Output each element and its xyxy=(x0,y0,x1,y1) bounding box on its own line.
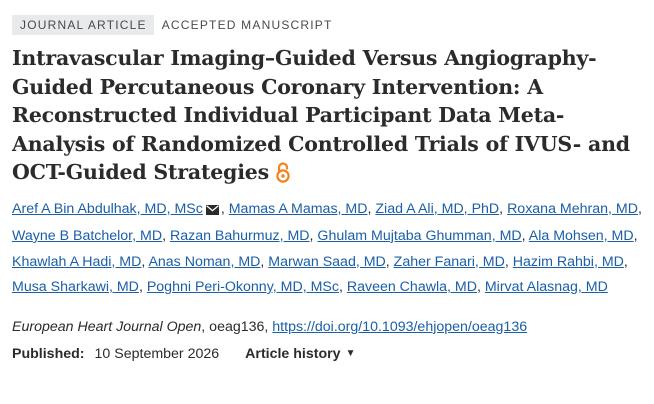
author-separator: , xyxy=(220,200,229,217)
author-link[interactable]: Musa Sharkawi, MD xyxy=(12,279,139,295)
author-link[interactable]: Zaher Fanari, MD xyxy=(393,253,505,270)
author-separator: , xyxy=(138,279,147,295)
published-date: 10 September 2026 xyxy=(94,345,220,362)
author-separator: , xyxy=(521,228,529,244)
author-link[interactable]: Razan Bahurmuz, MD xyxy=(169,228,310,244)
manuscript-status-tag: ACCEPTED MANUSCRIPT xyxy=(161,18,333,32)
author-separator: , xyxy=(385,253,394,270)
article-tags xyxy=(12,14,642,36)
citation xyxy=(12,317,642,337)
author-link[interactable]: Mamas A Mamas, MD xyxy=(228,200,368,217)
article-type-tag: JOURNAL ARTICLE xyxy=(12,15,154,35)
article-title-text: Intravascular Imaging–Guided Versus Angiography-Guided Percutaneous Coronary Intervention: A Reconstructed Individual Participant Data Meta-Analysis of Randomized Controlled Trials of IVUS- and OCT-Guided Strategies xyxy=(12,46,630,184)
article-id: , oeag136, xyxy=(201,318,273,335)
author-separator: , xyxy=(141,253,149,270)
author-link[interactable]: Wayne B Batchelor, MD xyxy=(12,228,163,244)
author-separator: , xyxy=(504,253,513,270)
author-separator: , xyxy=(476,279,485,295)
author-link[interactable]: Hazim Rahbi, MD xyxy=(512,253,624,270)
author-link[interactable]: Mirvat Alasnag, MD xyxy=(484,279,608,295)
author-link[interactable]: Poghni Peri-Okonny, MD, MSc xyxy=(146,279,339,295)
author-list xyxy=(12,197,642,301)
journal-name: European Heart Journal Open xyxy=(12,318,202,335)
article-history-button[interactable] xyxy=(245,346,355,362)
author-separator: , xyxy=(499,200,508,217)
author-separator: , xyxy=(633,228,638,244)
author-link[interactable]: Marwan Saad, MD xyxy=(268,253,386,270)
author-link[interactable]: Raveen Chawla, MD xyxy=(346,279,477,295)
published-label: Published: xyxy=(12,345,85,362)
author-separator: , xyxy=(260,253,269,270)
author-separator: , xyxy=(367,200,376,217)
envelope-icon[interactable] xyxy=(206,199,219,225)
author-link[interactable]: Roxana Mehran, MD xyxy=(507,200,638,217)
author-separator: , xyxy=(623,253,628,270)
author-link[interactable]: Khawlah A Hadi, MD xyxy=(12,253,142,270)
caret-down-icon: ▼ xyxy=(345,348,356,359)
publication-row xyxy=(12,346,642,362)
author-link[interactable]: Ziad A Ali, MD, PhD xyxy=(375,200,500,217)
author-link[interactable]: Anas Noman, MD xyxy=(148,253,261,270)
article-history-label: Article history xyxy=(245,345,341,362)
author-link[interactable]: Aref A Bin Abdulhak, MD, MSc xyxy=(12,200,203,217)
article-title xyxy=(12,44,642,191)
author-separator: , xyxy=(162,228,170,244)
open-access-icon[interactable] xyxy=(275,161,291,191)
author-separator: , xyxy=(309,228,318,244)
author-separator: , xyxy=(637,200,642,217)
author-separator: , xyxy=(338,279,347,295)
author-link[interactable]: Ala Mohsen, MD xyxy=(528,228,634,244)
author-link[interactable]: Ghulam Mujtaba Ghumman, MD xyxy=(317,228,522,244)
doi-link[interactable]: https://doi.org/10.1093/ehjopen/oeag136 xyxy=(272,318,528,335)
